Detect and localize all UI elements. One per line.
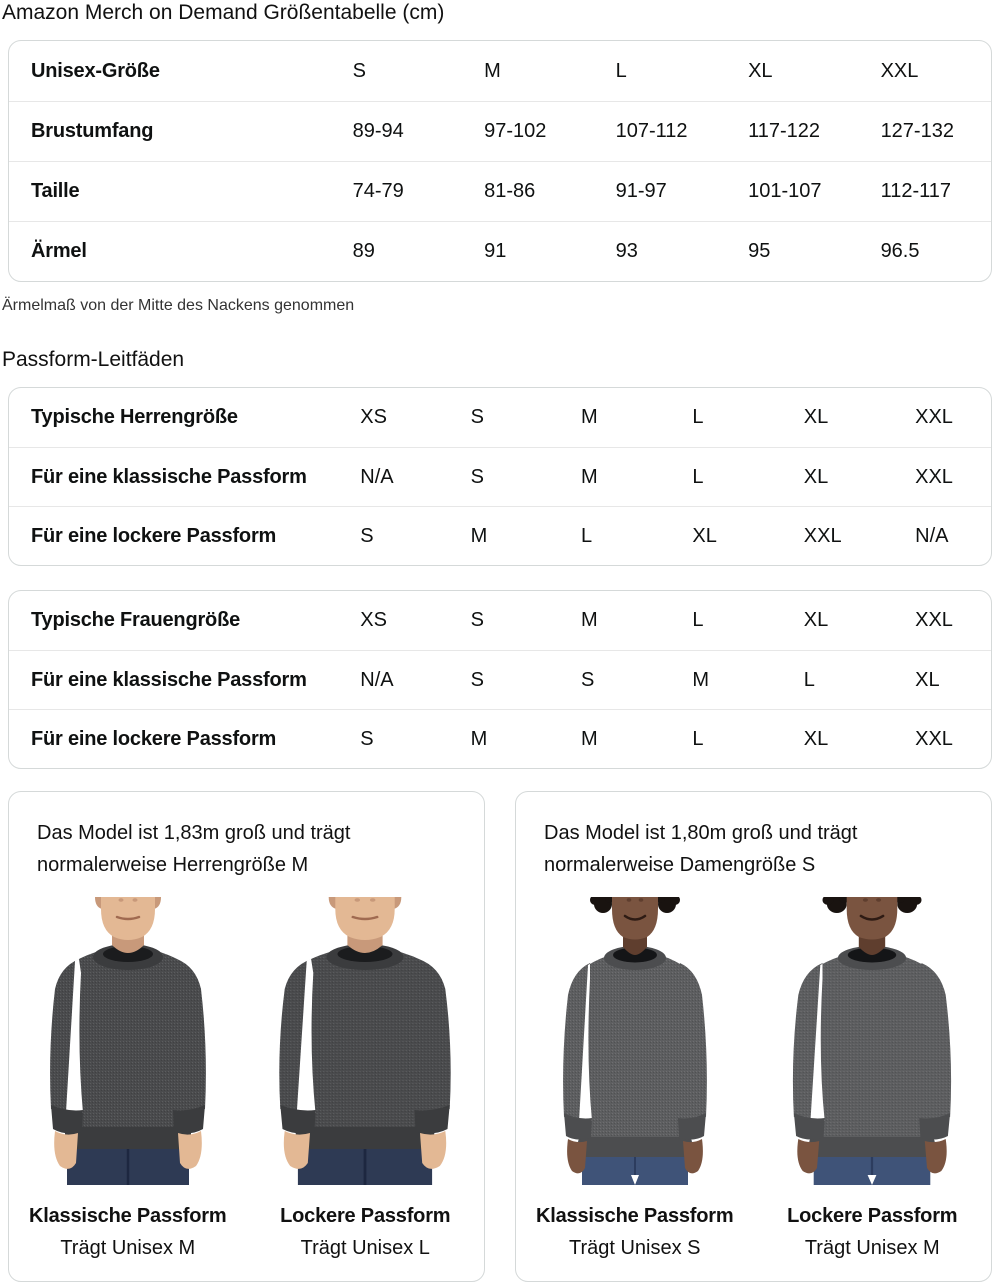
worn-size-label: Trägt Unisex S	[568, 1237, 701, 1259]
female-loose-fit-photo	[759, 897, 985, 1185]
size-value: S	[470, 668, 484, 691]
size-value: M	[470, 727, 488, 750]
size-value: M	[581, 609, 598, 631]
size-value: L	[692, 727, 704, 750]
size-value: XXL	[803, 524, 842, 547]
table-row	[9, 221, 991, 281]
row-label: Für eine lockere Passform	[31, 524, 277, 547]
size-value: S	[360, 524, 374, 547]
size-value: M	[581, 727, 598, 750]
size-value: L	[803, 668, 815, 691]
size-value: S	[581, 668, 595, 691]
sleeve-measure-note: Ärmelmaß von der Mitte des Nackens genommen	[2, 297, 355, 314]
table-row	[9, 709, 991, 768]
model-cards-row	[8, 791, 992, 1282]
size-value: L	[692, 465, 704, 488]
row-label: Brustumfang	[31, 120, 154, 142]
size-value: L	[692, 406, 704, 428]
size-value: L	[692, 609, 704, 631]
unisex-size-table	[8, 40, 992, 282]
row-label: Typische Frauengröße	[31, 609, 241, 631]
table-row	[9, 388, 991, 447]
size-value: M	[484, 59, 501, 82]
size-value: 74-79	[352, 180, 404, 202]
size-value: 97-102	[484, 120, 547, 142]
mens-fit-table	[8, 387, 992, 566]
size-value: XXL	[915, 406, 953, 428]
fit-label: Lockere Passform	[280, 1205, 451, 1227]
size-value: 89-94	[352, 120, 404, 142]
size-value: N/A	[915, 524, 949, 547]
worn-size-label: Trägt Unisex M	[60, 1237, 196, 1259]
worn-size-label: Trägt Unisex L	[300, 1237, 430, 1259]
size-value: 93	[615, 240, 638, 262]
size-value: M	[581, 465, 598, 488]
male-loose-fit-figure	[249, 897, 481, 1260]
row-label: Ärmel	[31, 240, 87, 262]
female-classic-fit-photo	[522, 897, 748, 1185]
size-value: S	[352, 59, 366, 82]
size-value: XXL	[915, 609, 953, 631]
table-row	[9, 591, 991, 650]
size-value: XXL	[880, 59, 919, 82]
female-model-card	[515, 791, 992, 1282]
size-value: XS	[360, 406, 387, 428]
size-value: S	[360, 727, 374, 750]
size-value: XL	[803, 609, 829, 631]
size-value: XS	[360, 609, 387, 631]
size-value: XXL	[915, 727, 953, 750]
fit-label: Klassische Passform	[29, 1205, 227, 1227]
size-value: N/A	[360, 668, 394, 691]
size-value: XL	[803, 465, 829, 488]
row-label: Taille	[31, 180, 80, 202]
size-value: M	[581, 406, 598, 428]
table-row	[9, 161, 991, 221]
model-description: Das Model ist 1,83m groß und trägt normalerweise Herrengröße M	[37, 822, 351, 876]
size-value: 127-132	[880, 120, 954, 142]
table-row	[9, 650, 991, 709]
worn-size-label: Trägt Unisex M	[804, 1237, 940, 1259]
size-value: 96.5	[880, 240, 920, 262]
fit-guides-heading: Passform-Leitfäden	[2, 348, 185, 371]
table-row	[9, 41, 991, 101]
size-value: L	[615, 59, 627, 82]
row-label: Unisex-Größe	[31, 59, 160, 82]
row-label: Für eine klassische Passform	[31, 465, 307, 488]
size-value: XXL	[915, 465, 953, 488]
row-label: Für eine klassische Passform	[31, 668, 307, 691]
size-value: 107-112	[615, 120, 688, 142]
size-value: XL	[748, 59, 773, 82]
size-value: XL	[803, 727, 829, 750]
page-title: Amazon Merch on Demand Größentabelle (cm)	[2, 1, 445, 24]
table-row	[9, 101, 991, 161]
size-value: N/A	[360, 465, 394, 488]
male-classic-fit-photo	[15, 897, 241, 1185]
row-label: Typische Herrengröße	[31, 406, 238, 428]
size-value: XL	[692, 524, 717, 547]
size-value: S	[470, 406, 484, 428]
size-value: XL	[803, 406, 829, 428]
model-figures	[516, 897, 991, 1260]
size-value: 89	[352, 240, 375, 262]
size-value: 117-122	[748, 120, 821, 142]
size-value: M	[692, 668, 710, 691]
row-label: Für eine lockere Passform	[31, 727, 277, 750]
model-figures	[9, 897, 484, 1260]
fit-label: Lockere Passform	[787, 1205, 958, 1227]
size-value: S	[470, 465, 484, 488]
size-value: 112-117	[880, 180, 951, 202]
size-value: L	[581, 524, 593, 547]
male-classic-fit-figure	[12, 897, 244, 1260]
size-value: 81-86	[484, 180, 536, 202]
size-value: 95	[748, 240, 771, 262]
fit-label: Klassische Passform	[536, 1205, 734, 1227]
size-value: 91-97	[615, 180, 667, 202]
womens-fit-table	[8, 590, 992, 769]
female-classic-fit-figure	[519, 897, 751, 1260]
size-value: M	[470, 524, 488, 547]
size-value: 91	[484, 240, 507, 262]
table-row	[9, 447, 991, 506]
male-loose-fit-photo	[252, 897, 478, 1185]
size-value: XL	[915, 668, 940, 691]
table-row	[9, 506, 991, 565]
model-description: Das Model ist 1,80m groß und trägt normalerweise Damengröße S	[544, 822, 858, 876]
male-model-card	[8, 791, 485, 1282]
female-loose-fit-figure	[756, 897, 988, 1260]
size-value: S	[470, 609, 484, 631]
size-value: 101-107	[748, 180, 822, 202]
